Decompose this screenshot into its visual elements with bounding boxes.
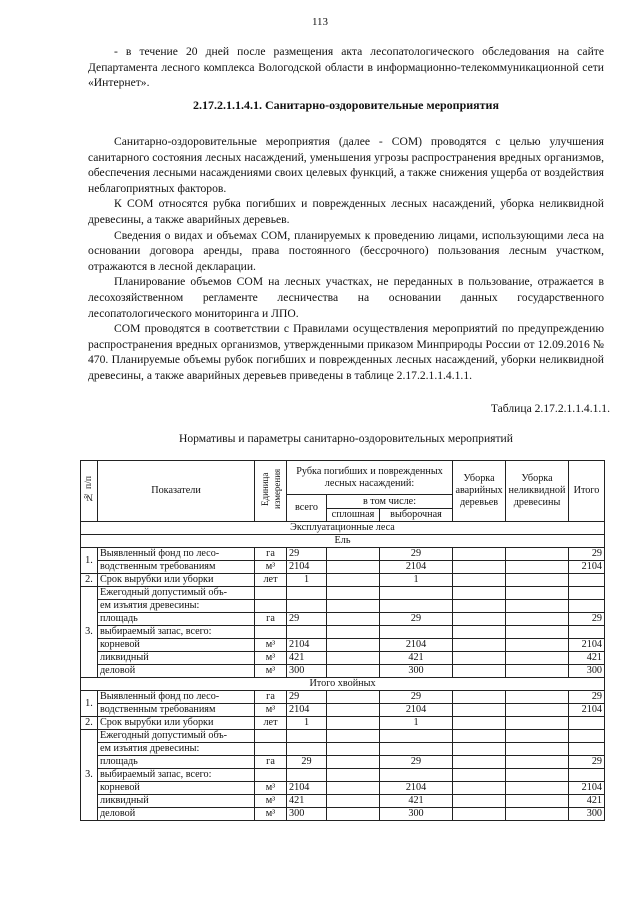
table-cell [255, 626, 287, 639]
table-cell [506, 795, 569, 808]
table-cell [453, 717, 506, 730]
table-cell: 421 [380, 652, 453, 665]
table-cell: 3. [81, 587, 98, 678]
section-heading: 2.17.2.1.1.4.1. Санитарно-оздоровительные мероприятия [193, 98, 499, 112]
table-cell: 300 [287, 665, 327, 678]
table-cell [506, 704, 569, 717]
table-cell [506, 756, 569, 769]
norms-table [80, 460, 605, 821]
table-cell [569, 574, 605, 587]
intro-text [88, 44, 604, 91]
table-cell [453, 613, 506, 626]
table-cell: Выявленный фонд по лесо- [98, 548, 255, 561]
table-cell [506, 600, 569, 613]
table-cell: 2104 [569, 704, 605, 717]
table-cell [255, 743, 287, 756]
table-cell: 2104 [287, 639, 327, 652]
table-cell [453, 626, 506, 639]
table-header-row [81, 461, 605, 495]
table-cell: 1 [287, 717, 327, 730]
table-row [81, 782, 605, 795]
header-selective: выборочная [380, 509, 453, 522]
table-cell [506, 574, 569, 587]
table-cell [506, 691, 569, 704]
table-cell: корневой [98, 639, 255, 652]
table-cell: 29 [380, 613, 453, 626]
table-cell: 29 [287, 548, 327, 561]
table-cell [506, 613, 569, 626]
table-cell [506, 561, 569, 574]
table-cell: водственным требованиям [98, 704, 255, 717]
table-row [81, 769, 605, 782]
header-num: № п/п [81, 461, 98, 522]
table-cell: выбираемый запас, всего: [98, 626, 255, 639]
table-row [81, 808, 605, 821]
table-cell: 2. [81, 574, 98, 587]
table-cell: 300 [380, 665, 453, 678]
paragraph: Планирование объемов СОМ на лесных участках, не переданных в пользование, отражается в лесохозяйственном регламенте лесничества на основании данных государственного лесопатологического мониторинга и ЛПО. [88, 275, 604, 320]
table-cell: га [255, 756, 287, 769]
table-cell: 421 [287, 795, 327, 808]
table-cell: 421 [569, 795, 605, 808]
table-cell: 2104 [380, 704, 453, 717]
table-cell [327, 548, 380, 561]
table-cell: ликвидный [98, 795, 255, 808]
header-indicator: Показатели [98, 461, 255, 522]
table-cell: 300 [569, 808, 605, 821]
table-title: Нормативы и параметры санитарно-оздоровительных мероприятий [179, 432, 513, 445]
table-cell: Срок вырубки или уборки [98, 574, 255, 587]
table-cell [327, 665, 380, 678]
table-cell: м³ [255, 665, 287, 678]
table-cell: га [255, 548, 287, 561]
table-cell: 3. [81, 730, 98, 821]
table-cell: лет [255, 717, 287, 730]
table-cell [569, 717, 605, 730]
table-cell: 2104 [569, 782, 605, 795]
table-cell: 421 [287, 652, 327, 665]
table-cell [380, 769, 453, 782]
table-cell: ликвидный [98, 652, 255, 665]
header-sum: Итого [569, 461, 605, 522]
table-cell: 300 [287, 808, 327, 821]
table-cell: м³ [255, 561, 287, 574]
table-cell: 29 [380, 756, 453, 769]
table-cell [453, 795, 506, 808]
table-cell [453, 639, 506, 652]
table-cell: Срок вырубки или уборки [98, 717, 255, 730]
table-row [81, 756, 605, 769]
table-cell [569, 600, 605, 613]
table-cell [255, 600, 287, 613]
table-cell: площадь [98, 756, 255, 769]
table-cell: выбираемый запас, всего: [98, 769, 255, 782]
table-row [81, 717, 605, 730]
table-cell [569, 730, 605, 743]
table-row [81, 795, 605, 808]
table-cell: м³ [255, 808, 287, 821]
table-cell [453, 600, 506, 613]
table-cell [506, 548, 569, 561]
table-cell: 300 [569, 665, 605, 678]
table-row [81, 639, 605, 652]
table-cell [327, 704, 380, 717]
table-cell [506, 587, 569, 600]
table-cell: 1 [287, 574, 327, 587]
table-cell [380, 587, 453, 600]
header-unit: Единица измерения [255, 461, 287, 522]
table-cell: Ежегодный допустимый объ- [98, 587, 255, 600]
table-cell [506, 769, 569, 782]
table-cell: 29 [380, 691, 453, 704]
table-cell: м³ [255, 639, 287, 652]
table-row [81, 743, 605, 756]
paragraph: СОМ проводятся в соответствии с Правилами осуществления мероприятий по предупреждению распространения вредных организмов, утвержденными приказом Минприроды России от 12.09.2016 № 470. Планируемые объемы рубок погибших и поврежденных лесных насаждений, уборки неликвидной древесины, а также аварийных деревьев приведены в таблице 2.17.2.1.1.4.1.1. [88, 322, 604, 382]
table-cell: 2104 [380, 639, 453, 652]
table-cell [287, 626, 327, 639]
header-clear: сплошная [327, 509, 380, 522]
table-cell [327, 717, 380, 730]
table-cell [327, 600, 380, 613]
table-cell [327, 574, 380, 587]
table-cell [287, 587, 327, 600]
table-cell [453, 574, 506, 587]
table-cell: 421 [569, 652, 605, 665]
table-cell [569, 769, 605, 782]
table-cell [453, 808, 506, 821]
table-cell [255, 769, 287, 782]
table-cell: Ежегодный допустимый объ- [98, 730, 255, 743]
table-cell [327, 626, 380, 639]
table-cell: деловой [98, 808, 255, 821]
table-cell: 29 [287, 756, 327, 769]
table-cell: водственным требованиям [98, 561, 255, 574]
table-cell: 300 [380, 808, 453, 821]
table-cell: м³ [255, 782, 287, 795]
table-cell: Выявленный фонд по лесо- [98, 691, 255, 704]
table-cell [453, 691, 506, 704]
table-cell: 1 [380, 574, 453, 587]
table-cell [453, 665, 506, 678]
table-cell [506, 665, 569, 678]
table-cell: га [255, 613, 287, 626]
intro-paragraph: - в течение 20 дней после размещения акта лесопатологического обследования на сайте Департамента лесного комплекса Вологодской области в информационно-телекоммуникационной сети «Интернет». [88, 45, 604, 90]
table-cell [453, 782, 506, 795]
table-cell [287, 730, 327, 743]
table-cell [506, 626, 569, 639]
table-cell [327, 756, 380, 769]
table-row [81, 613, 605, 626]
table-row [81, 561, 605, 574]
table-cell [569, 587, 605, 600]
table-cell [380, 600, 453, 613]
paragraph: Санитарно-оздоровительные мероприятия (далее - СОМ) проводятся с целью улучшения санитарного состояния лесных насаждений, уменьшения угрозы распространения вредных организмов, обеспечения лесными насаждениями своих целевых функций, а также снижения ущерба от воздействия неблагоприятных факторов. [88, 135, 604, 195]
table-cell [255, 587, 287, 600]
table-cell [453, 652, 506, 665]
table-cell [327, 730, 380, 743]
table-cell: 29 [380, 548, 453, 561]
table-cell: 2. [81, 717, 98, 730]
table-row [81, 574, 605, 587]
table-cell: 1 [380, 717, 453, 730]
table-cell [327, 561, 380, 574]
table-cell [453, 756, 506, 769]
table-cell [569, 743, 605, 756]
table-cell [327, 743, 380, 756]
table-cell: 29 [569, 548, 605, 561]
table-cell: 2104 [380, 561, 453, 574]
table-cell: 2104 [569, 561, 605, 574]
table-label: Таблица 2.17.2.1.1.4.1.1. [490, 402, 610, 415]
table-cell [327, 652, 380, 665]
table-cell [506, 730, 569, 743]
table-cell: м³ [255, 652, 287, 665]
table-cell: 29 [569, 691, 605, 704]
table-cell [327, 691, 380, 704]
table-row [81, 704, 605, 717]
table-cell: 2104 [569, 639, 605, 652]
table-cell [453, 769, 506, 782]
table-cell: 29 [287, 691, 327, 704]
header-incl: в том числе: [327, 495, 453, 509]
table-row [81, 691, 605, 704]
table-cell: площадь [98, 613, 255, 626]
table-cell: корневой [98, 782, 255, 795]
body-text [88, 134, 604, 384]
page-number: 113 [311, 16, 329, 28]
table-cell: 2104 [380, 782, 453, 795]
header-felling: Рубка погибших и поврежденных лесных насаждений: [287, 461, 453, 495]
table-cell: ем изъятия древесины: [98, 600, 255, 613]
table-cell [453, 561, 506, 574]
table-cell [327, 795, 380, 808]
table-cell [327, 769, 380, 782]
table-cell [380, 626, 453, 639]
table-cell [453, 730, 506, 743]
table-cell: м³ [255, 704, 287, 717]
table-row [81, 652, 605, 665]
paragraph: Сведения о видах и объемах СОМ, планируемых к проведению лицами, использующими леса на основании договора аренды, права постоянного (бессрочного) пользования лесным участком, отражаются в лесной декларации. [88, 228, 604, 273]
table-cell [506, 717, 569, 730]
table-cell: га [255, 691, 287, 704]
section-subtitle: Ель [81, 535, 605, 548]
table-cell [506, 808, 569, 821]
table-cell: 29 [569, 756, 605, 769]
table-cell: 29 [569, 613, 605, 626]
table-cell [453, 548, 506, 561]
table-cell: лет [255, 574, 287, 587]
table-cell [287, 600, 327, 613]
header-emergency: Уборка аварийных деревьев [453, 461, 506, 522]
table-cell [287, 769, 327, 782]
section-title: Эксплуатационные леса [81, 522, 605, 535]
table-row [81, 548, 605, 561]
header-illiquid: Уборка неликвидной древесины [506, 461, 569, 522]
table-cell: 2104 [287, 782, 327, 795]
table-cell: 1. [81, 548, 98, 574]
table-cell [569, 626, 605, 639]
table-cell [506, 652, 569, 665]
table-cell [380, 730, 453, 743]
table-cell: ем изъятия древесины: [98, 743, 255, 756]
table-cell [327, 639, 380, 652]
table-cell [287, 743, 327, 756]
table-cell: 421 [380, 795, 453, 808]
table-cell: 1. [81, 691, 98, 717]
table-row [81, 665, 605, 678]
table-cell [453, 704, 506, 717]
table-cell [453, 587, 506, 600]
header-total: всего [287, 495, 327, 522]
table-cell [506, 639, 569, 652]
table-cell [327, 782, 380, 795]
table-cell: 2104 [287, 561, 327, 574]
table-row [81, 600, 605, 613]
section-title: Итого хвойных [81, 678, 605, 691]
table-cell [327, 587, 380, 600]
table-cell [506, 782, 569, 795]
table-row [81, 587, 605, 600]
table-cell: 29 [287, 613, 327, 626]
table-row [81, 626, 605, 639]
table-cell [453, 743, 506, 756]
table-row [81, 730, 605, 743]
paragraph: К СОМ относятся рубка погибших и поврежденных лесных насаждений, уборка неликвидной древесины, а также аварийных деревьев. [88, 197, 604, 226]
table-cell [380, 743, 453, 756]
table-cell [506, 743, 569, 756]
table-cell [327, 808, 380, 821]
table-cell [255, 730, 287, 743]
table-cell: деловой [98, 665, 255, 678]
table-cell: м³ [255, 795, 287, 808]
table-cell [327, 613, 380, 626]
table-cell: 2104 [287, 704, 327, 717]
